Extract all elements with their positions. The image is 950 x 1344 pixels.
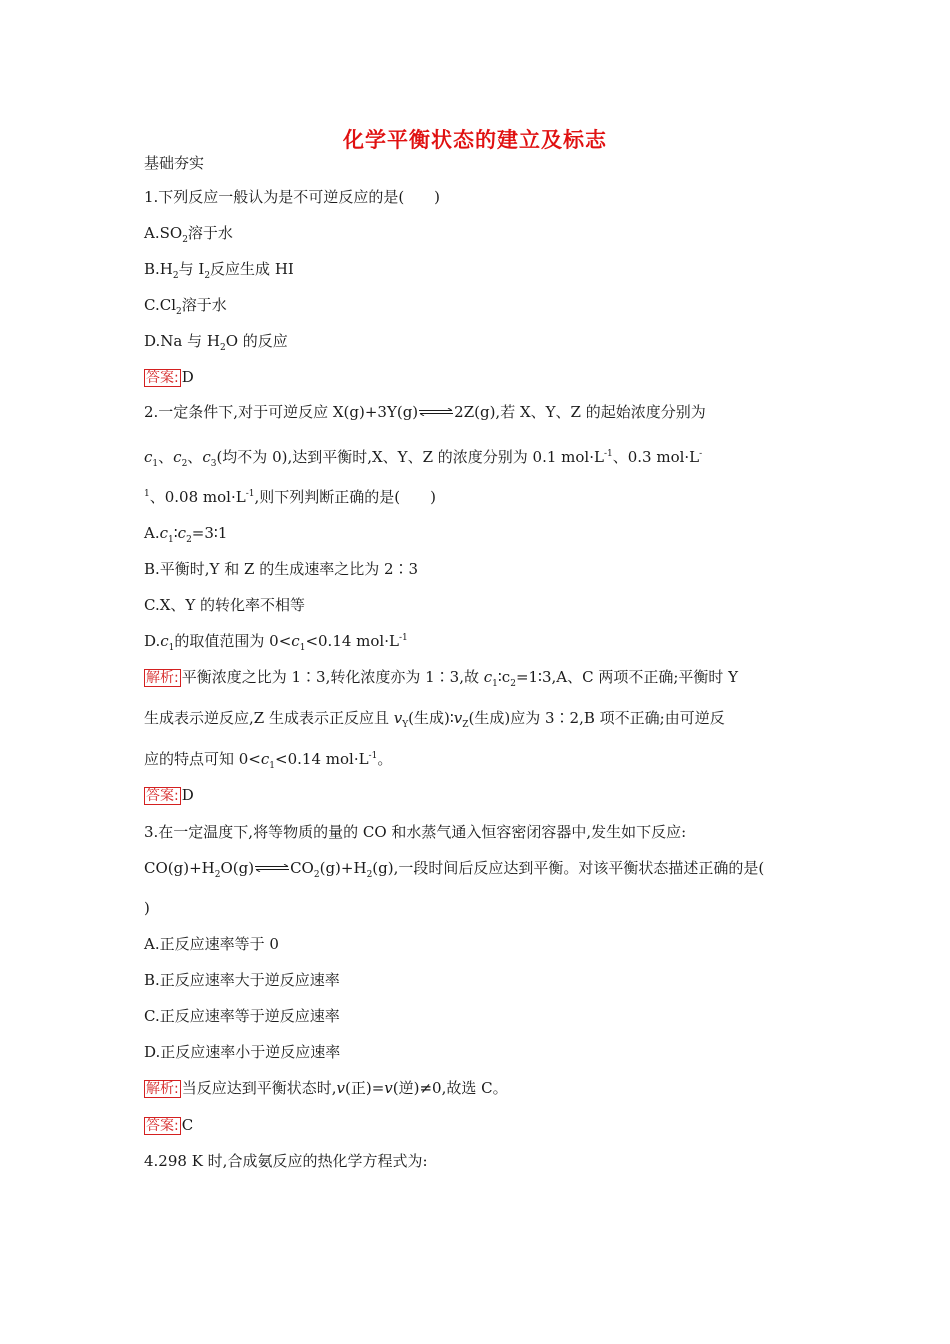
- question-2-option-a: $A.c_1∶c_2=3∶1$: [144, 524, 228, 545]
- question-2-analysis-line-1: 解析: 平衡浓度之比为 1∶3,转化浓度亦为 1∶3,故 $c_1∶c_2=1∶3,A$、C 两项不正确;平衡时 Y: [146, 668, 739, 689]
- question-3-stem-line-1: 3.在一定温度下,将等物质的量的 CO 和水蒸气通入恒容密闭容器中,发生如下反应:: [144, 823, 687, 841]
- question-2-answer: 答案: D: [146, 786, 194, 804]
- equilibrium-arrow-icon: [418, 408, 454, 416]
- question-2-option-c: C.X、Y 的转化率不相等: [144, 596, 306, 614]
- question-3-analysis: 解析: 当反应达到平衡状态时,v(正)=v(逆)≠0,故选 C。: [146, 1079, 508, 1097]
- question-1-option-c: $C.Cl_2$溶于水: [144, 296, 227, 317]
- question-2-stem-line-2: $c_1$、$c_2$、$c_3$(均不为 0),达到平衡时,X、Y、Z 的浓度分别为 0.1 $mol\cdot L^{-1}$、0.3 mol·L-: [144, 448, 703, 469]
- question-3-option-a: A.正反应速率等于 0: [144, 935, 279, 953]
- question-1-stem: 1.下列反应一般认为是不可逆反应的是( ): [144, 188, 441, 206]
- page-title: 化学平衡状态的建立及标志: [343, 128, 607, 152]
- question-2-option-d: $D.c_1$的取值范围为 $0<c_1<0.14$ $mol\cdot L^{-1}$: [144, 632, 408, 653]
- question-1-option-a: $A.SO_2$溶于水: [144, 224, 233, 245]
- analysis-label: 解析:: [146, 1081, 179, 1097]
- question-3-stem-line-2: $CO(g)+H_2O(g)$ $CO_2(g)+H_2(g)$,一段时间后反应达到平衡。对该平衡状态描述正确的是(: [144, 859, 765, 880]
- question-3-option-d: D.正反应速率小于逆反应速率: [144, 1043, 341, 1061]
- answer-label: 答案:: [146, 788, 179, 804]
- question-2-stem-line-3: $^1$、0.08 $mol\cdot L^{-1}$,则下列判断正确的是( ): [144, 488, 436, 506]
- question-2-analysis-line-3: 应的特点可知 $0<c_1<0.14$ $mol\cdot L^{-1}$。: [144, 750, 393, 771]
- question-2-analysis-line-2: 生成表示逆反应,Z 生成表示正反应且 $v_Y$(生成)$∶v_Z$(生成)应为 3∶2,B 项不正确;由可逆反: [144, 709, 725, 730]
- question-1-option-b: $B.H_2$与 $I_2$反应生成 HI: [144, 260, 294, 281]
- equilibrium-arrow-icon: [254, 864, 290, 872]
- answer-label: 答案:: [146, 1118, 179, 1134]
- question-2-stem-line-1: 2.一定条件下,对于可逆反应 X(g)+3Y(g) 2Z(g),若 X、Y、Z 的起始浓度分别为: [144, 403, 706, 421]
- answer-label: 答案:: [146, 370, 179, 386]
- question-3-answer: 答案: C: [146, 1116, 194, 1134]
- question-3-option-b: B.正反应速率大于逆反应速率: [144, 971, 340, 989]
- question-3-stem-line-3: ): [144, 899, 150, 917]
- question-1-answer: 答案: D: [146, 368, 194, 386]
- analysis-label: 解析:: [146, 670, 179, 686]
- section-heading: 基础夯实: [144, 154, 205, 172]
- question-3-option-c: C.正反应速率等于逆反应速率: [144, 1007, 340, 1025]
- question-2-option-b: B.平衡时,Y 和 Z 的生成速率之比为 2∶3: [144, 560, 419, 578]
- question-4-stem: 4.298 K 时,合成氨反应的热化学方程式为:: [144, 1152, 428, 1170]
- question-1-option-d: D.Na 与 $H_2O$ 的反应: [144, 332, 288, 353]
